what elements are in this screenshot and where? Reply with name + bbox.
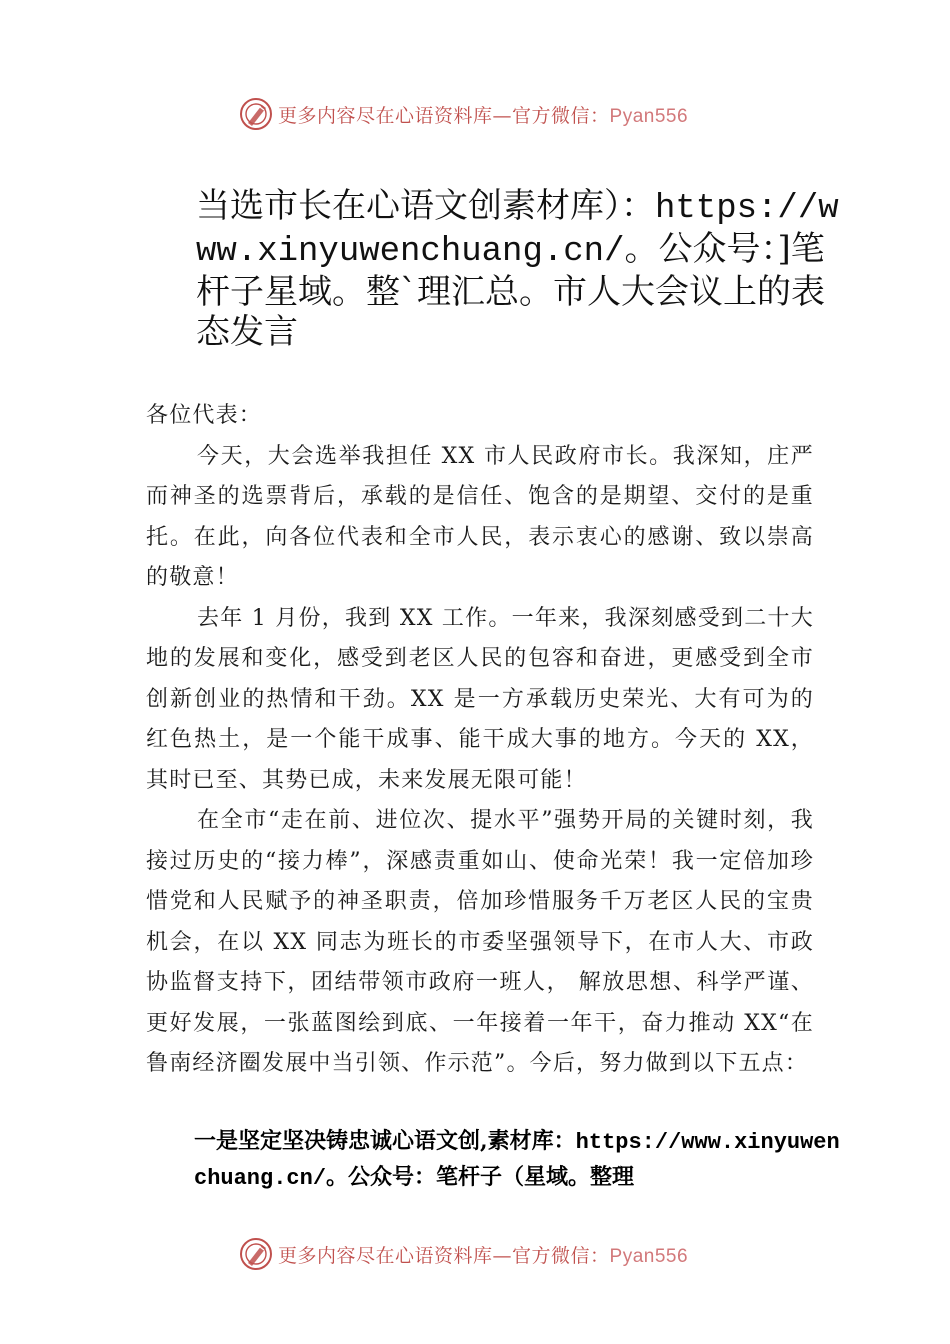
footer-watermark: [238, 1236, 738, 1272]
title-part1: 当选市长在心语文创素材库）：: [196, 186, 655, 226]
document-body: [146, 396, 814, 1085]
watermark-text: [278, 1241, 688, 1268]
paragraph-3: 在全市“走在前、进位次、提水平”强势开局的关键时刻，我接过历史的“接力棒”，深感责重如山、使命光荣！我一定倍加珍惜党和人民赋予的神圣职责，倍加珍惜服务千万老区人民的宝贵机会，在以 XX 同志为班长的市委坚强领导下，在市人大、市政协监督支持下，团结带领市政府一班人， 解放思想、科学严谨、更好发展，一张蓝图绘到底、一年接着一年干，奋力推动 XX“在鲁南经济圈发展中当引领、作示范”。今后，努力做到以下五点：: [146, 808, 814, 1076]
watermark-dash: —: [492, 1244, 513, 1267]
watermark-wechat-id: Pyan556: [609, 105, 689, 127]
title-part2: 。公众号：]笔杆子星域。整`理汇总。市人大会议上的表态发言: [196, 229, 825, 352]
paragraph-1: 今天，大会选举我担任 XX 市人民政府市长。我深知，庄严而神圣的选票背后，承载的是信任、饱含的是期望、交付的是重托。在此，向各位代表和全市人民，表示衷心的感谢、致以崇高的敬意！: [146, 443, 814, 590]
watermark-wechat-id: Pyan556: [609, 1245, 689, 1267]
paragraph-2: 去年 1 月份，我到 XX 工作。一年来，我深刻感受到二十大地的发展和变化，感受到老区人民的包容和奋进，更感受到全市创新创业的热情和干劲。XX 是一方承载历史荣光、大有可为的红色热土，是一个能干成事、能干成大事的地方。今天的 XX，其时已至、其势已成，未来发展无限可能！: [146, 605, 814, 793]
section-heading-suffix: 。公众号：笔杆子（星域。整理: [326, 1164, 635, 1190]
title-url: https://www.xinyuwenchuang.cn/: [196, 190, 839, 271]
watermark-brand: 更多内容尽在心语资料库: [278, 104, 493, 127]
section-heading-one: [194, 1124, 844, 1196]
pen-logo-icon: [238, 1236, 274, 1272]
pen-logo-icon: [238, 96, 274, 132]
watermark-label: 官方微信：: [512, 104, 610, 127]
watermark-label: 官方微信：: [512, 1244, 610, 1267]
section-heading-prefix: 一是坚定坚决铸忠诚心语文创,素材库：: [194, 1128, 576, 1154]
header-watermark: [238, 96, 738, 132]
document-title: [196, 186, 846, 352]
watermark-dash: —: [492, 104, 513, 127]
salutation: 各位代表：: [146, 403, 263, 428]
watermark-text: [278, 101, 688, 128]
watermark-brand: 更多内容尽在心语资料库: [278, 1244, 493, 1267]
section-heading-url: https://www.xinyuwenchuang.cn/: [194, 1130, 840, 1191]
